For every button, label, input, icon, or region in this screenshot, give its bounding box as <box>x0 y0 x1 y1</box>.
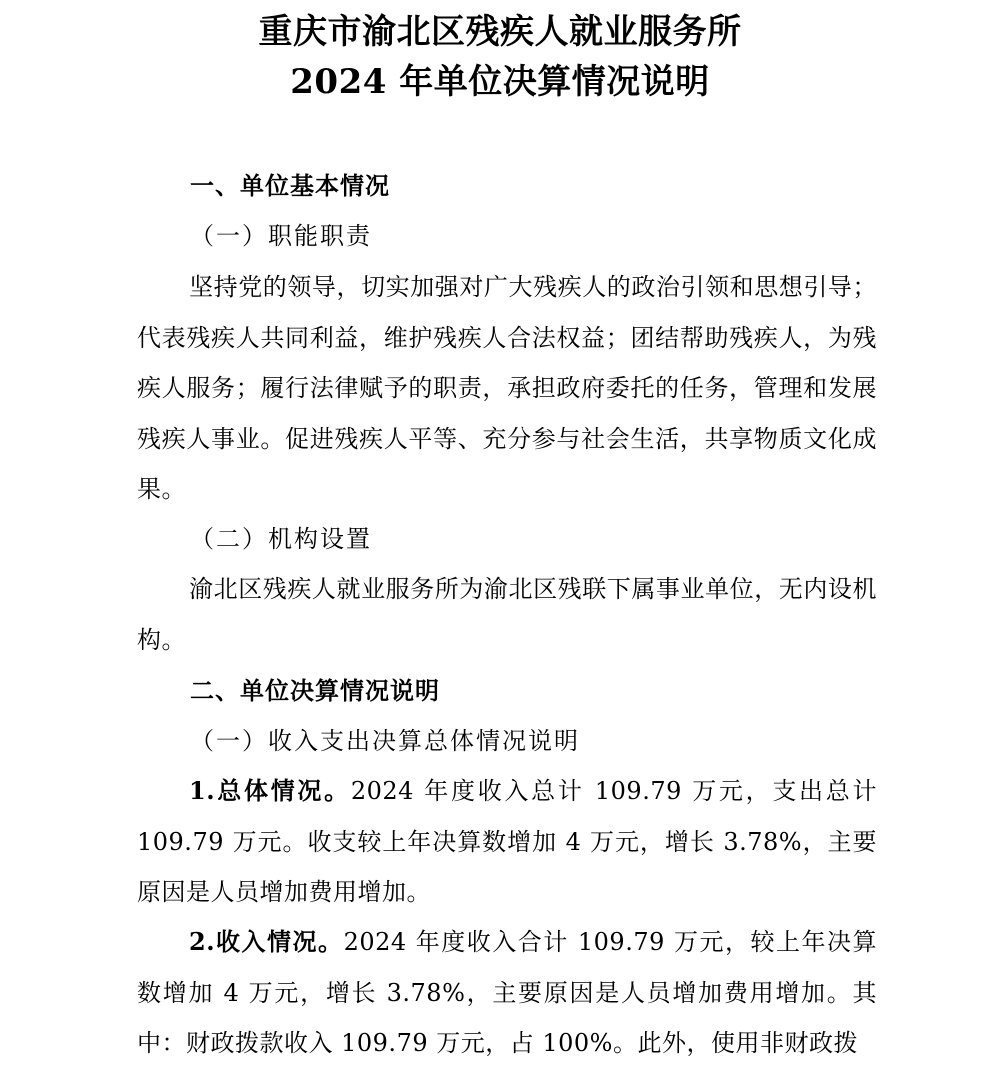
document-title-line1: 重庆市渝北区残疾人就业服务所 <box>258 12 742 52</box>
section1-sub1-paragraph <box>137 262 877 515</box>
income-situation-paragraph <box>137 917 877 1069</box>
section1-sub1-heading: （一）职能职责 <box>190 222 372 250</box>
section2-heading: 二、单位决算情况说明 <box>190 676 440 705</box>
income-situation-text: 2024 年度收入合计 109.79 万元，较上年决算数增加 4 万元，增长 3.78%，主要原因是人员增加费用增加。其中：财政拨款收入 109.79 万元，占 100%。此外，使用非财政拨 <box>137 928 877 1057</box>
document-title-line2: 2024 年单位决算情况说明 <box>290 62 710 102</box>
section2-sub1-heading: （一）收入支出决算总体情况说明 <box>190 727 580 755</box>
overall-situation-paragraph <box>137 766 877 918</box>
section1-sub1-text: 坚持党的领导，切实加强对广大残疾人的政治引领和思想引导；代表残疾人共同利益，维护残疾人合法权益；团结帮助残疾人，为残疾人服务；履行法律赋予的职责，承担政府委托的任务，管理和发展残疾人事业。促进残疾人平等、充分参与社会生活，共享物质文化成果。 <box>137 273 877 503</box>
overall-situation-text: 2024 年度收入总计 109.79 万元，支出总计 109.79 万元。收支较上年决算数增加 4 万元，增长 3.78%，主要原因是人员增加费用增加。 <box>137 777 877 906</box>
section1-sub2-heading: （二）机构设置 <box>190 525 372 553</box>
income-situation-lead: 2.收入情况。 <box>189 927 344 956</box>
section1-heading: 一、单位基本情况 <box>190 171 390 200</box>
overall-situation-lead: 1.总体情况。 <box>189 776 351 805</box>
section1-sub2-paragraph <box>137 564 877 665</box>
section1-sub2-text: 渝北区残疾人就业服务所为渝北区残联下属事业单位，无内设机构。 <box>137 575 877 654</box>
